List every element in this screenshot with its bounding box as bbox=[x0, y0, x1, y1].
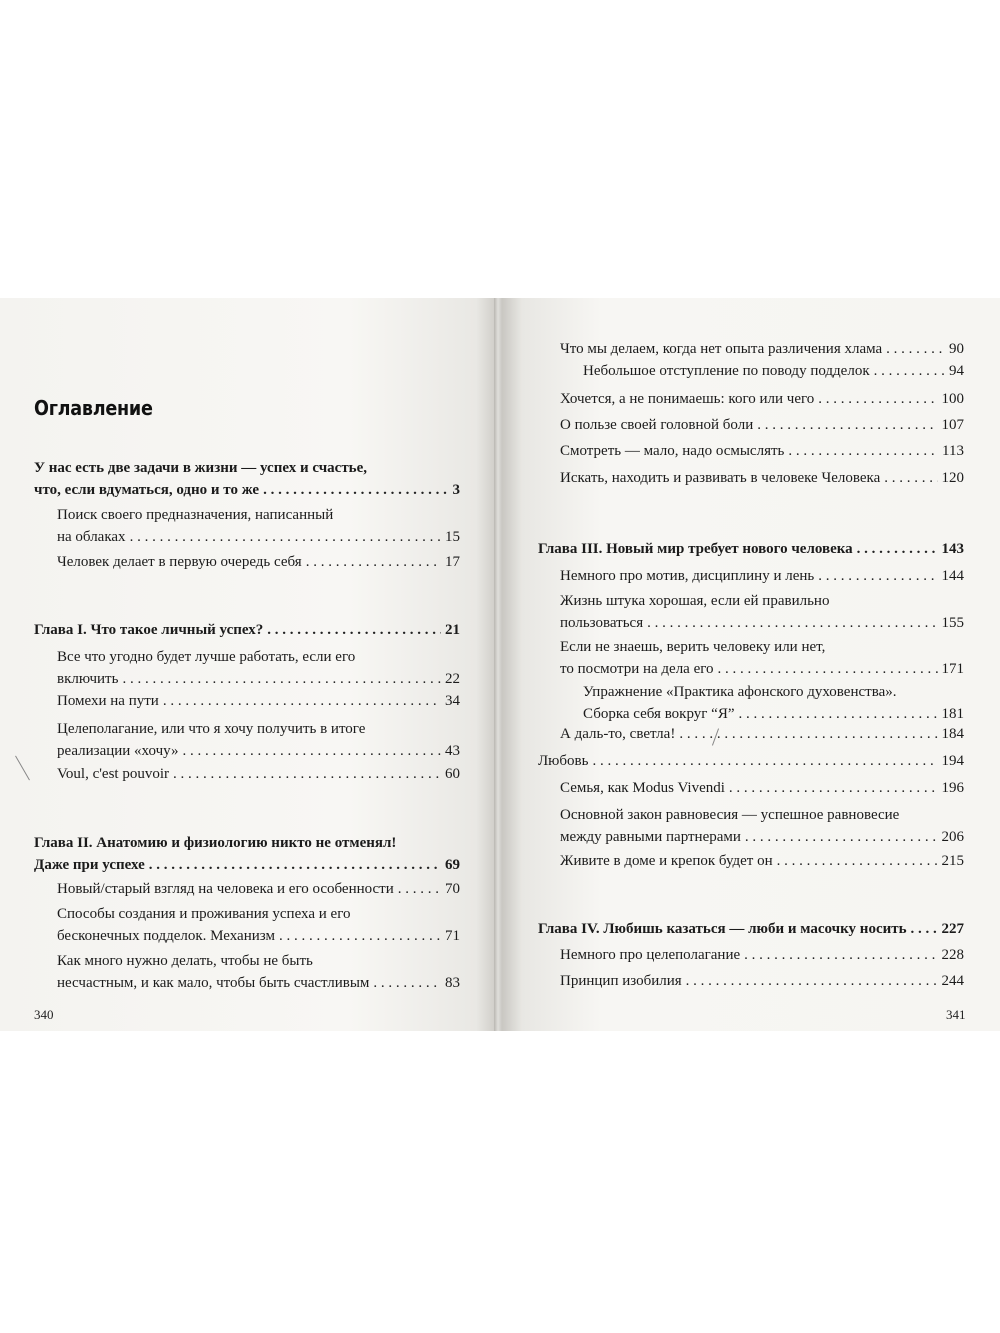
entry-page-number: 83 bbox=[445, 975, 460, 991]
entry-line: Поиск своего предназначения, написанный bbox=[57, 507, 334, 523]
entry-line: Жизнь штука хорошая, если ей правильно bbox=[560, 593, 830, 609]
entry-page-number: 171 bbox=[941, 661, 964, 677]
toc-entry bbox=[560, 723, 964, 745]
entry-line: Глава IV. Любишь казаться — люби и масочку носить bbox=[538, 921, 907, 937]
entry-page-number: 215 bbox=[941, 853, 964, 869]
entry-line: Основной закон равновесия — успешное равновесие bbox=[560, 807, 900, 823]
entry-page-number: 227 bbox=[941, 921, 964, 937]
entry-page-number: 107 bbox=[941, 417, 964, 433]
entry-line: включить bbox=[57, 671, 119, 687]
toc-entry bbox=[34, 457, 460, 501]
entry-line: Что мы делаем, когда нет опыта различения хлама bbox=[560, 341, 883, 357]
toc-entry bbox=[560, 467, 964, 489]
entry-page-number: 94 bbox=[949, 363, 964, 379]
right-page bbox=[502, 298, 1000, 1031]
entry-page-number: 143 bbox=[941, 541, 964, 557]
entry-page-number: 22 bbox=[445, 671, 460, 687]
entry-page-number: 113 bbox=[942, 443, 964, 459]
entry-line: Принцип изобилия bbox=[560, 973, 682, 989]
entry-line: пользоваться bbox=[560, 615, 644, 631]
toc-entry bbox=[560, 440, 964, 462]
entry-page-number: 206 bbox=[941, 829, 964, 845]
entry-page-number: 17 bbox=[445, 554, 460, 570]
toc-entry bbox=[34, 619, 460, 641]
entry-line: Все что угодно будет лучше работать, если его bbox=[57, 649, 356, 665]
entry-line: Даже при успехе bbox=[34, 857, 145, 873]
entry-line: Небольшое отступление по поводу подделок bbox=[583, 363, 870, 379]
entry-line: Живите в доме и крепок будет он bbox=[560, 853, 773, 869]
toc-entry bbox=[560, 338, 964, 360]
entry-line: Глава III. Новый мир требует нового человека bbox=[538, 541, 853, 557]
entry-line: Смотреть — мало, надо осмыслять bbox=[560, 443, 785, 459]
entry-page-number: 69 bbox=[445, 857, 460, 873]
toc-entry bbox=[560, 636, 964, 680]
entry-page-number: 120 bbox=[941, 470, 964, 486]
toc-entry bbox=[560, 944, 964, 966]
book-spread bbox=[0, 298, 1000, 1031]
page-number: 340 bbox=[34, 1007, 54, 1022]
entry-line: Сборка себя вокруг “Я” bbox=[583, 706, 735, 722]
entry-line: А даль-то, светла! bbox=[560, 726, 676, 742]
entry-page-number: 244 bbox=[941, 973, 964, 989]
entry-line: О пользе своей головной боли bbox=[560, 417, 754, 433]
toc-entry bbox=[560, 565, 964, 587]
entry-page-number: 100 bbox=[941, 391, 964, 407]
entry-line: бесконечных подделок. Механизм bbox=[57, 928, 275, 944]
toc-entry bbox=[583, 360, 964, 382]
entry-line: то посмотри на дела его bbox=[560, 661, 714, 677]
entry-line: Целеполагание, или что я хочу получить в итоге bbox=[57, 721, 366, 737]
entry-line: Способы создания и проживания успеха и его bbox=[57, 906, 351, 922]
entry-line: Voul, c'est pouvoir bbox=[57, 766, 170, 782]
toc-entry bbox=[538, 750, 964, 772]
entry-line: что, если вдуматься, одно и то же bbox=[34, 482, 260, 498]
entry-page-number: 181 bbox=[941, 706, 964, 722]
toc-entry bbox=[538, 918, 964, 940]
entry-page-number: 144 bbox=[941, 568, 964, 584]
toc-entry bbox=[560, 590, 964, 634]
entry-line: Глава I. Что такое личный успех? bbox=[34, 622, 264, 638]
entry-page-number: 3 bbox=[452, 482, 460, 498]
toc-entry bbox=[560, 388, 964, 410]
entry-page-number: 194 bbox=[941, 753, 964, 769]
toc-entry bbox=[57, 551, 460, 573]
toc-entry bbox=[560, 777, 964, 799]
entry-line: Семья, как Modus Vivendi bbox=[560, 780, 725, 796]
entry-line: Искать, находить и развивать в человеке Человека bbox=[560, 470, 881, 486]
entry-page-number: 43 bbox=[445, 743, 460, 759]
toc-entry bbox=[57, 646, 460, 690]
toc-entry bbox=[583, 681, 964, 725]
toc-entry bbox=[57, 903, 460, 947]
toc-entry bbox=[538, 538, 964, 560]
toc-entry bbox=[560, 414, 964, 436]
entry-line: У нас есть две задачи в жизни — успех и счастье, bbox=[34, 460, 368, 476]
entry-page-number: 90 bbox=[949, 341, 964, 357]
page-number: 341 bbox=[946, 1007, 966, 1022]
entry-line: несчастным, и как мало, чтобы быть счастливым bbox=[57, 975, 370, 991]
toc-entry bbox=[57, 878, 460, 900]
entry-page-number: 71 bbox=[445, 928, 460, 944]
toc-entry bbox=[34, 832, 460, 876]
entry-line: Новый/старый взгляд на человека и его особенности bbox=[57, 881, 394, 897]
entry-line: Немного про мотив, дисциплину и лень bbox=[560, 568, 815, 584]
entry-page-number: 196 bbox=[941, 780, 964, 796]
toc-entry bbox=[560, 804, 964, 848]
entry-page-number: 21 bbox=[445, 622, 460, 638]
entry-page-number: 155 bbox=[941, 615, 964, 631]
entry-line: между равными партнерами bbox=[560, 829, 741, 845]
toc-entry bbox=[57, 950, 460, 994]
toc-entry bbox=[57, 690, 460, 712]
entry-line: Помехи на пути bbox=[57, 693, 159, 709]
entry-page-number: 70 bbox=[445, 881, 460, 897]
toc-entry bbox=[57, 504, 460, 548]
toc-entry bbox=[560, 850, 964, 872]
entry-page-number: 60 bbox=[445, 766, 460, 782]
entry-line: Как много нужно делать, чтобы не быть bbox=[57, 953, 313, 969]
left-page bbox=[0, 298, 496, 1031]
entry-line: Глава II. Анатомию и физиологию никто не отменял! bbox=[34, 835, 397, 851]
toc-entry bbox=[57, 718, 460, 762]
entry-line: Человек делает в первую очередь себя bbox=[57, 554, 302, 570]
entry-page-number: 228 bbox=[941, 947, 964, 963]
entry-line: на облаках bbox=[57, 529, 126, 545]
entry-line: Любовь bbox=[538, 753, 589, 769]
entry-line: Немного про целеполагание bbox=[560, 947, 741, 963]
entry-page-number: 34 bbox=[445, 693, 460, 709]
entry-line: Если не знаешь, верить человеку или нет, bbox=[560, 639, 826, 655]
entry-page-number: 15 bbox=[445, 529, 460, 545]
entry-page-number: 184 bbox=[941, 726, 964, 742]
toc-entry bbox=[560, 970, 964, 992]
entry-line: реализации «хочу» bbox=[57, 743, 179, 759]
toc-heading: Оглавление bbox=[34, 396, 153, 420]
entry-line: Упражнение «Практика афонского духовенства». bbox=[583, 684, 897, 700]
toc-entry bbox=[57, 763, 460, 785]
entry-line: Хочется, а не понимаешь: кого или чего bbox=[560, 391, 815, 407]
